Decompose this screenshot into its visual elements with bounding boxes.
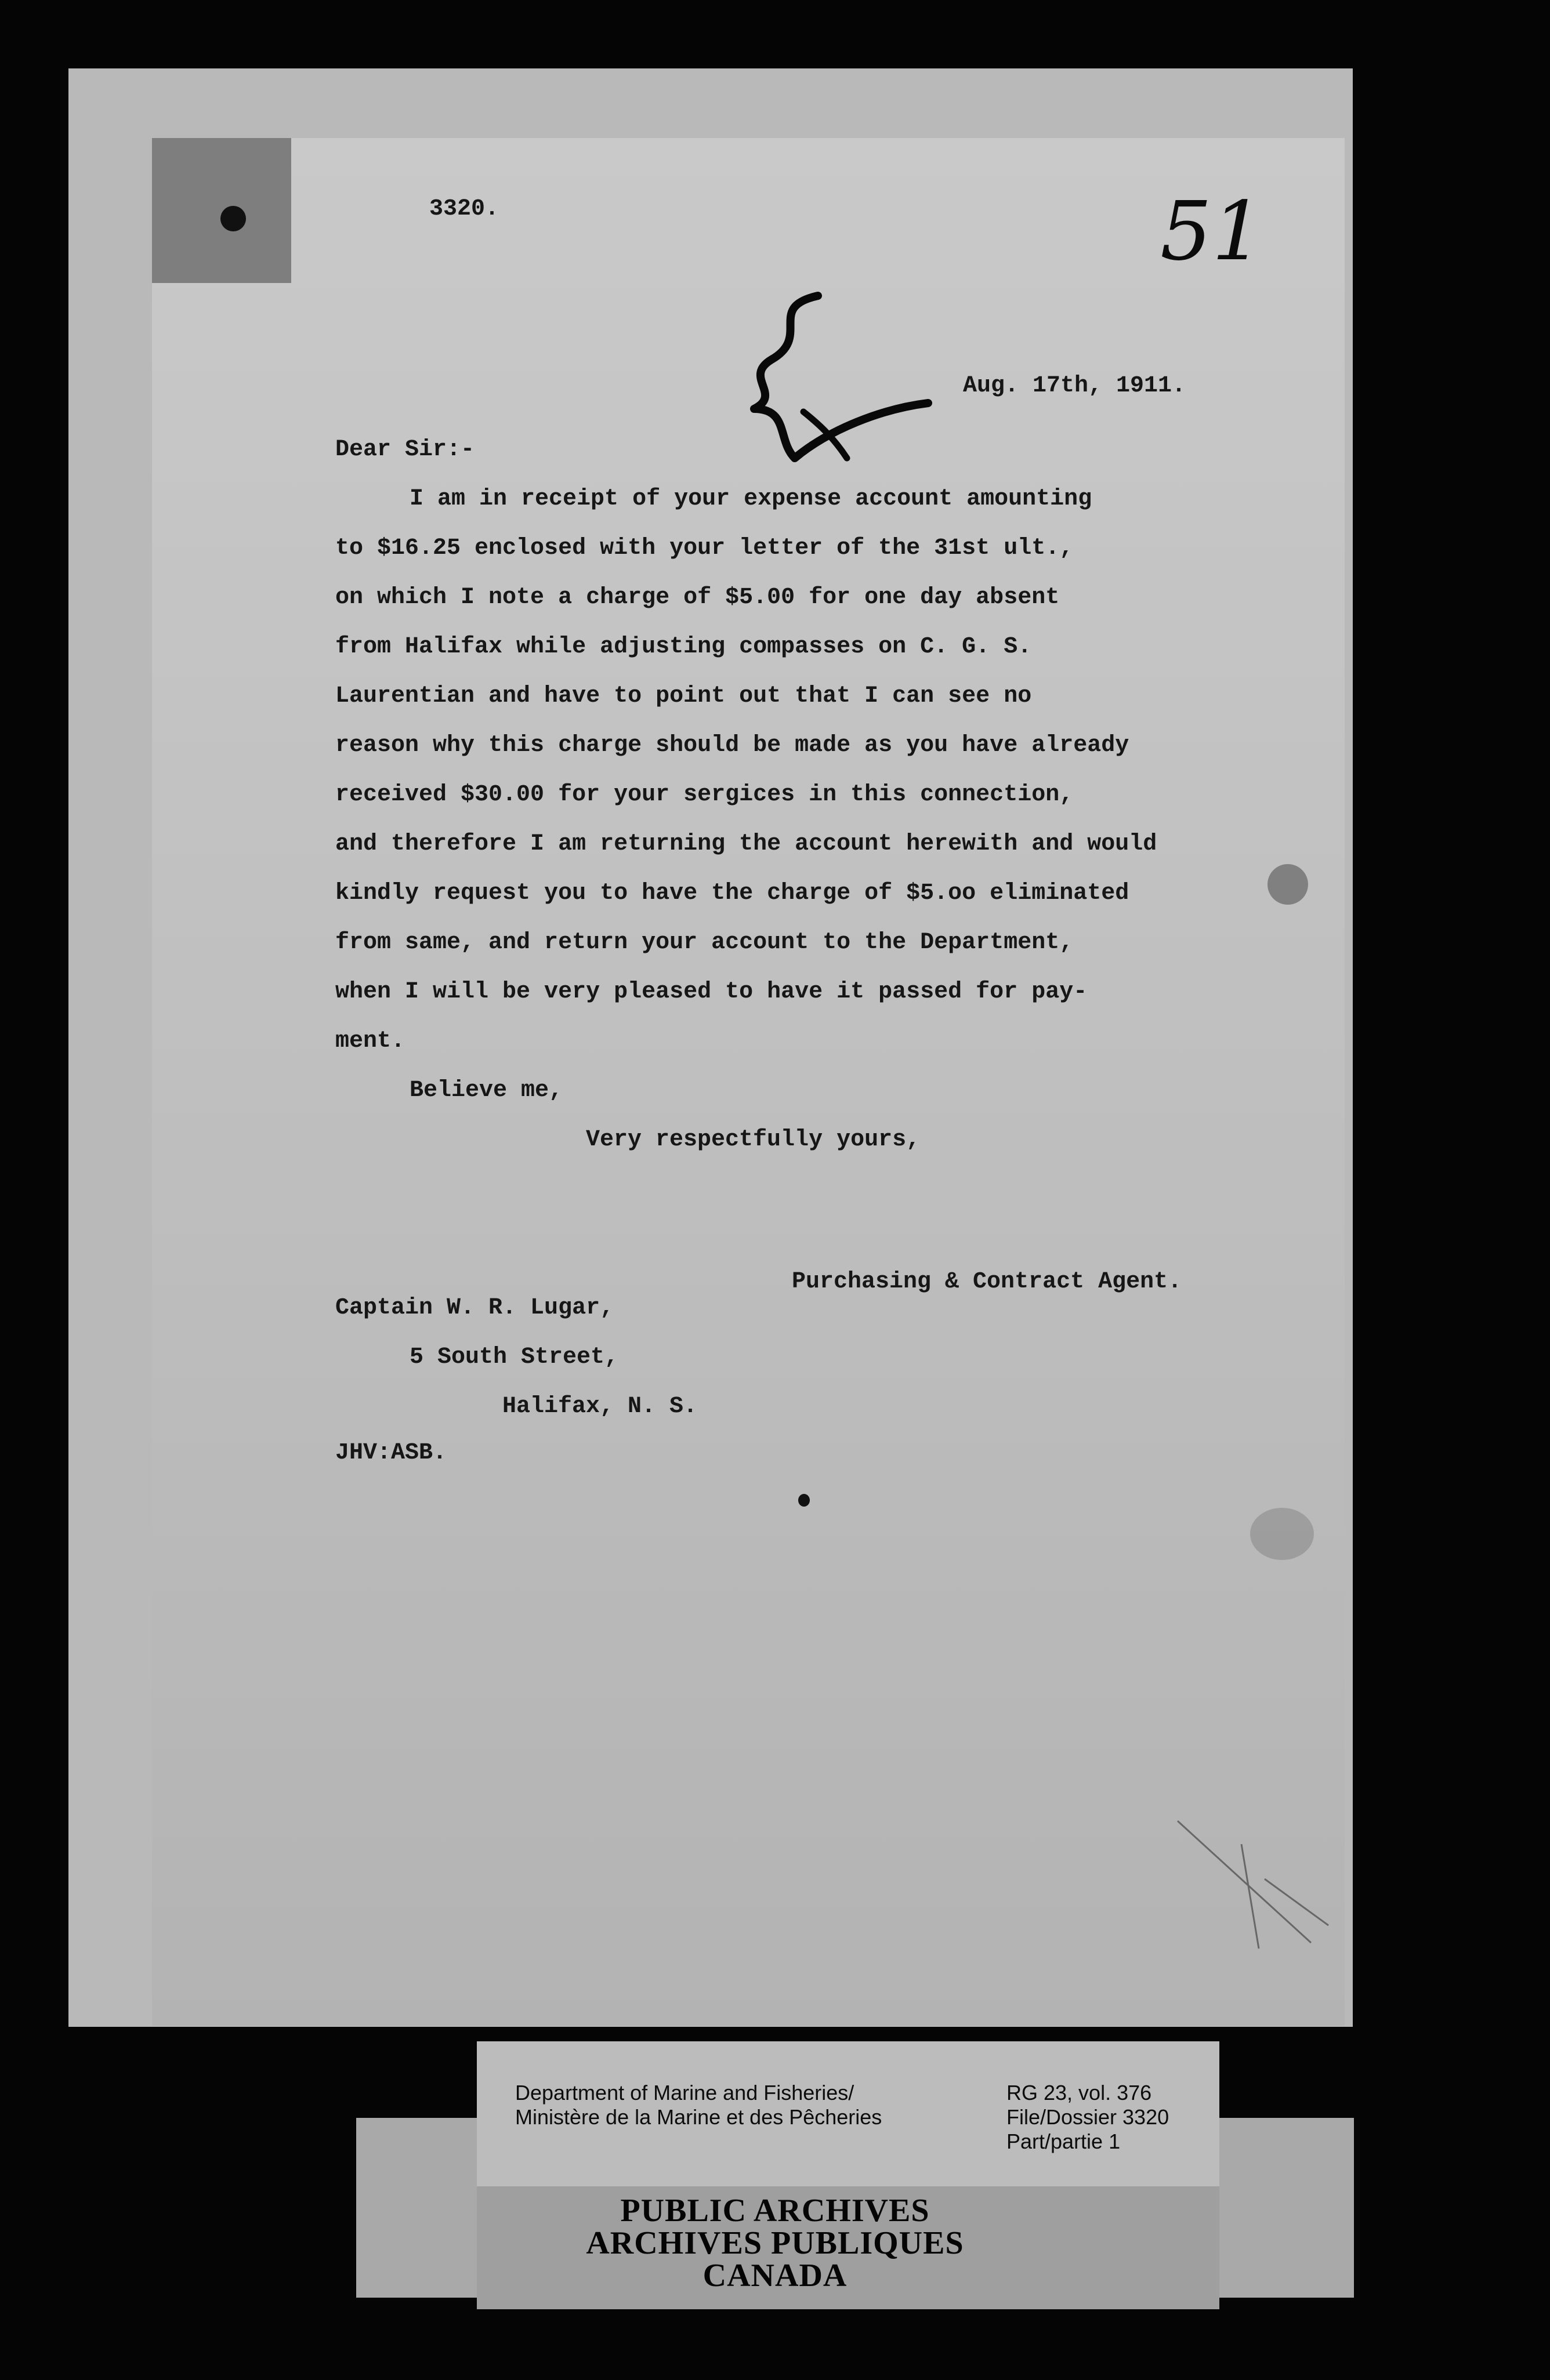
smudge <box>1250 1508 1314 1560</box>
body-line: Laurentian and have to point out that I can see no <box>335 683 1032 709</box>
body-line: on which I note a charge of $5.00 for one day absent <box>335 585 1060 611</box>
stamp-line-english: PUBLIC ARCHIVES <box>620 2193 930 2229</box>
salutation: Dear Sir:- <box>335 437 475 463</box>
reference-initials: JHV:ASB. <box>335 1440 447 1466</box>
ink-speck <box>798 1494 810 1507</box>
part-number: Part/partie 1 <box>1006 2129 1121 2153</box>
body-line: received $30.00 for your sergices in this connection, <box>335 782 1074 808</box>
file-dossier: File/Dossier 3320 <box>1006 2105 1169 2129</box>
body-line: kindly request you to have the charge of $5.oo eliminated <box>335 880 1129 906</box>
department-english: Department of Marine and Fisheries/ <box>515 2081 854 2105</box>
stamp-line-country: CANADA <box>702 2258 848 2294</box>
body-line: and therefore I am returning the account herewith and would <box>335 831 1157 857</box>
body-line: reason why this charge should be made as you have already <box>335 732 1129 759</box>
body-line: from same, and return your account to the Department, <box>335 930 1074 956</box>
paper-scratch-marks <box>1166 1809 1334 1960</box>
recipient-street: 5 South Street, <box>410 1344 619 1370</box>
recipient-city: Halifax, N. S. <box>502 1394 698 1420</box>
stamp-line-french: ARCHIVES PUBLIQUES <box>586 2225 964 2261</box>
body-line: ment. <box>335 1028 405 1054</box>
folio-number: 51 <box>1160 184 1264 279</box>
record-group: RG 23, vol. 376 <box>1006 2081 1152 2105</box>
body-line: to $16.25 enclosed with your letter of the 31st ult., <box>335 535 1074 561</box>
body-line: from Halifax while adjusting compasses on C. G. S. <box>335 634 1032 660</box>
corner-tab <box>152 138 291 283</box>
punch-hole-mark <box>220 206 246 231</box>
body-line: I am in receipt of your expense account amounting <box>410 486 1092 512</box>
letter-date: Aug. 17th, 1911. <box>963 373 1186 399</box>
handwritten-initial-mark <box>731 284 975 476</box>
signature-title: Purchasing & Contract Agent. <box>792 1269 1182 1295</box>
body-line: when I will be very pleased to have it passed for pay- <box>335 979 1088 1005</box>
closing-believe-me: Believe me, <box>410 1077 563 1104</box>
closing-respectfully: Very respectfully yours, <box>586 1127 921 1153</box>
department-french: Ministère de la Marine et des Pêcheries <box>515 2105 882 2129</box>
recipient-name: Captain W. R. Lugar, <box>335 1295 614 1321</box>
file-number: 3320. <box>429 196 499 222</box>
smudge <box>1267 864 1308 905</box>
